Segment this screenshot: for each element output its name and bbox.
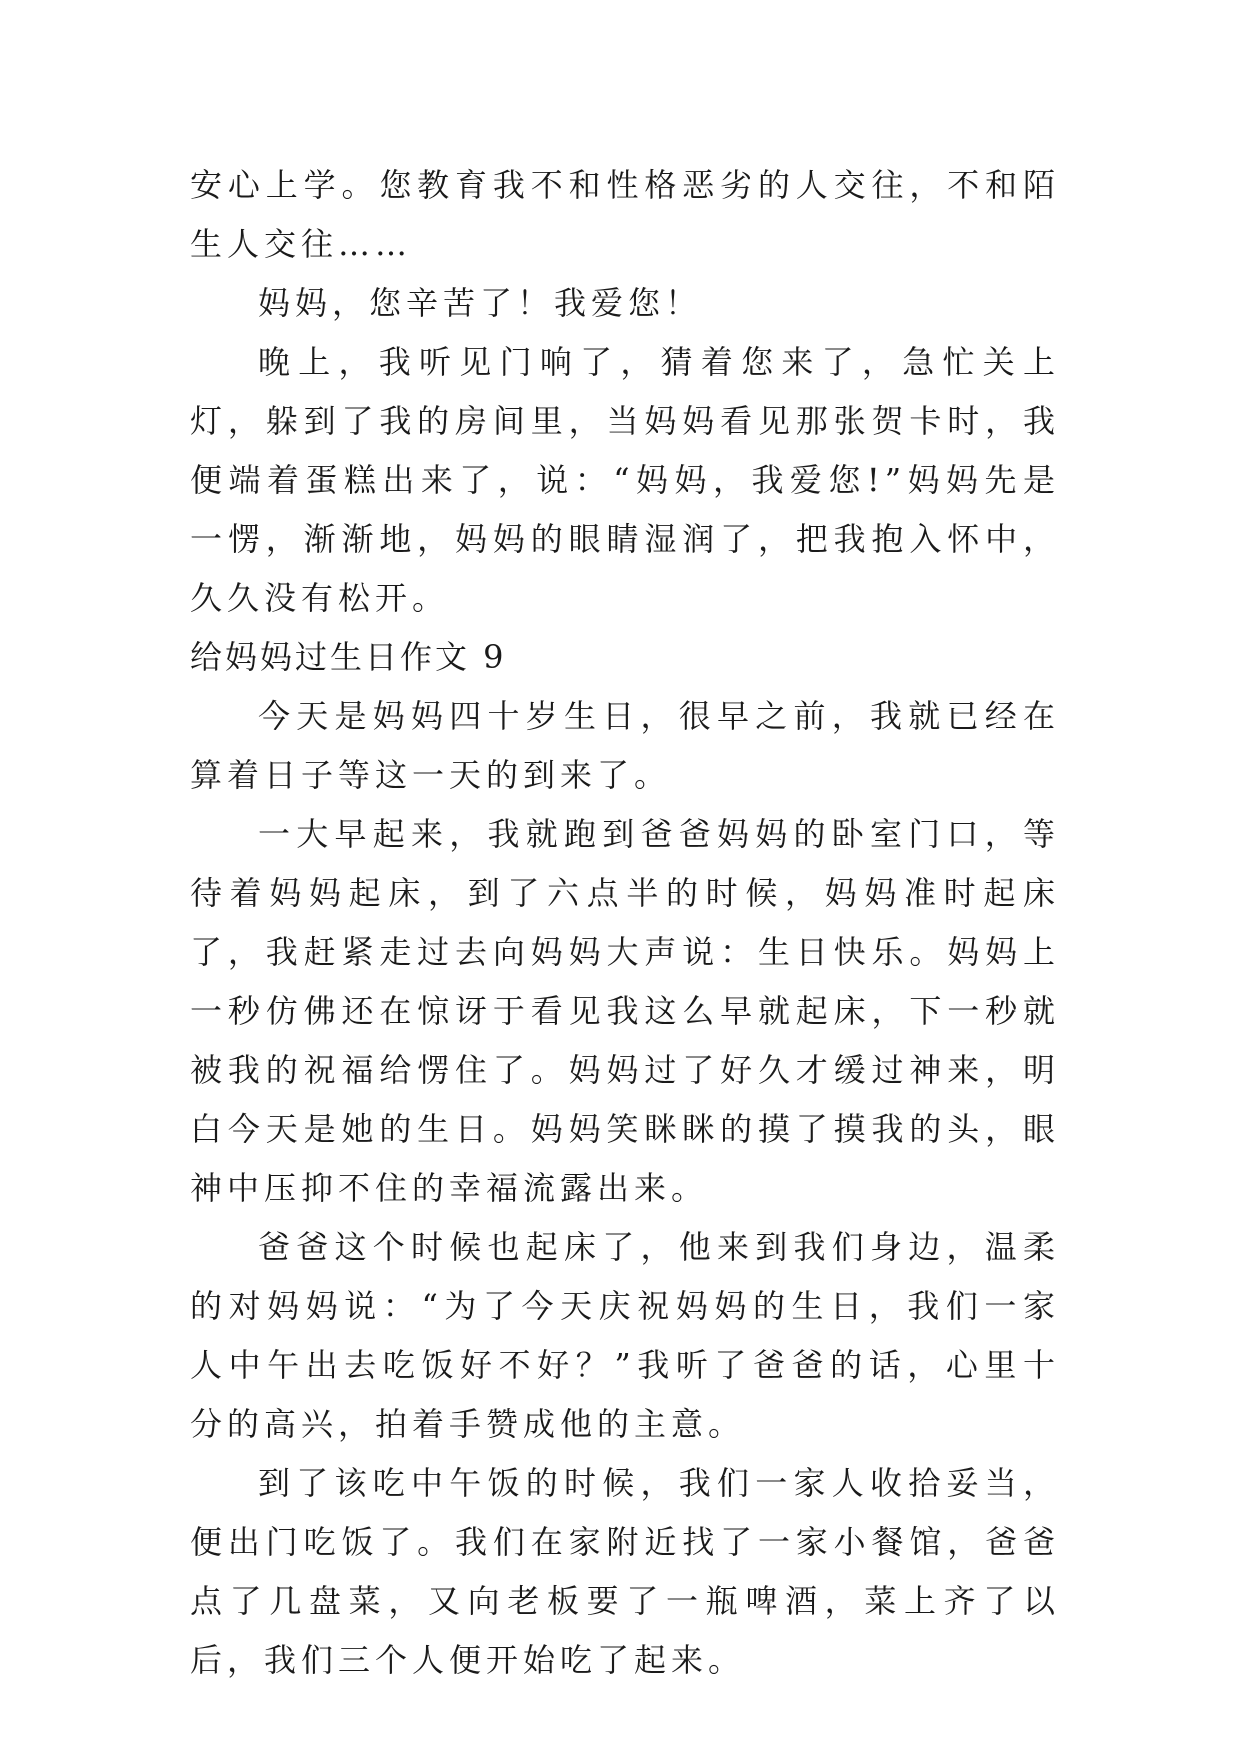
paragraph: 爸爸这个时候也起床了，他来到我们身边，温柔的对妈妈说：“为了今天庆祝妈妈的生日，我们一家人中午出去吃饭好不好？”我听了爸爸的话，心里十分的高兴，拍着手赞成他的主意。 [190,1228,1060,1443]
paragraph: 到了该吃中午饭的时候，我们一家人收拾妥当，便出门吃饭了。我们在家附近找了一家小餐馆，爸爸点了几盘菜，又向老板要了一瓶啤酒，菜上齐了以后，我们三个人便开始吃了起来。 [190,1464,1060,1679]
paragraph: 安心上学。您教育我不和性格恶劣的人交往，不和陌生人交往…… [190,166,1060,263]
paragraph: 妈妈，您辛苦了！我爱您！ [258,284,703,322]
paragraph: 晚上，我听见门响了，猜着您来了，急忙关上灯，躲到了我的房间里，当妈妈看见那张贺卡时，我便端着蛋糕出来了，说：“妈妈，我爱您!”妈妈先是一愣，渐渐地，妈妈的眼睛湿润了，把我抱入怀中，久久没有松开。 [190,343,1060,617]
paragraph: 一大早起来，我就跑到爸爸妈妈的卧室门口，等待着妈妈起床，到了六点半的时候，妈妈准时起床了，我赶紧走过去向妈妈大声说：生日快乐。妈妈上一秒仿佛还在惊讶于看见我这么早就起床，下一秒就被我的祝福给愣住了。妈妈过了好久才缓过神来，明白今天是她的生日。妈妈笑眯眯的摸了摸我的头，眼神中压抑不住的幸福流露出来。 [190,815,1060,1207]
document-body [190,156,1060,1690]
essay-heading: 给妈妈过生日作文 9 [190,638,507,676]
paragraph: 今天是妈妈四十岁生日，很早之前，我就已经在算着日子等这一天的到来了。 [190,697,1060,794]
